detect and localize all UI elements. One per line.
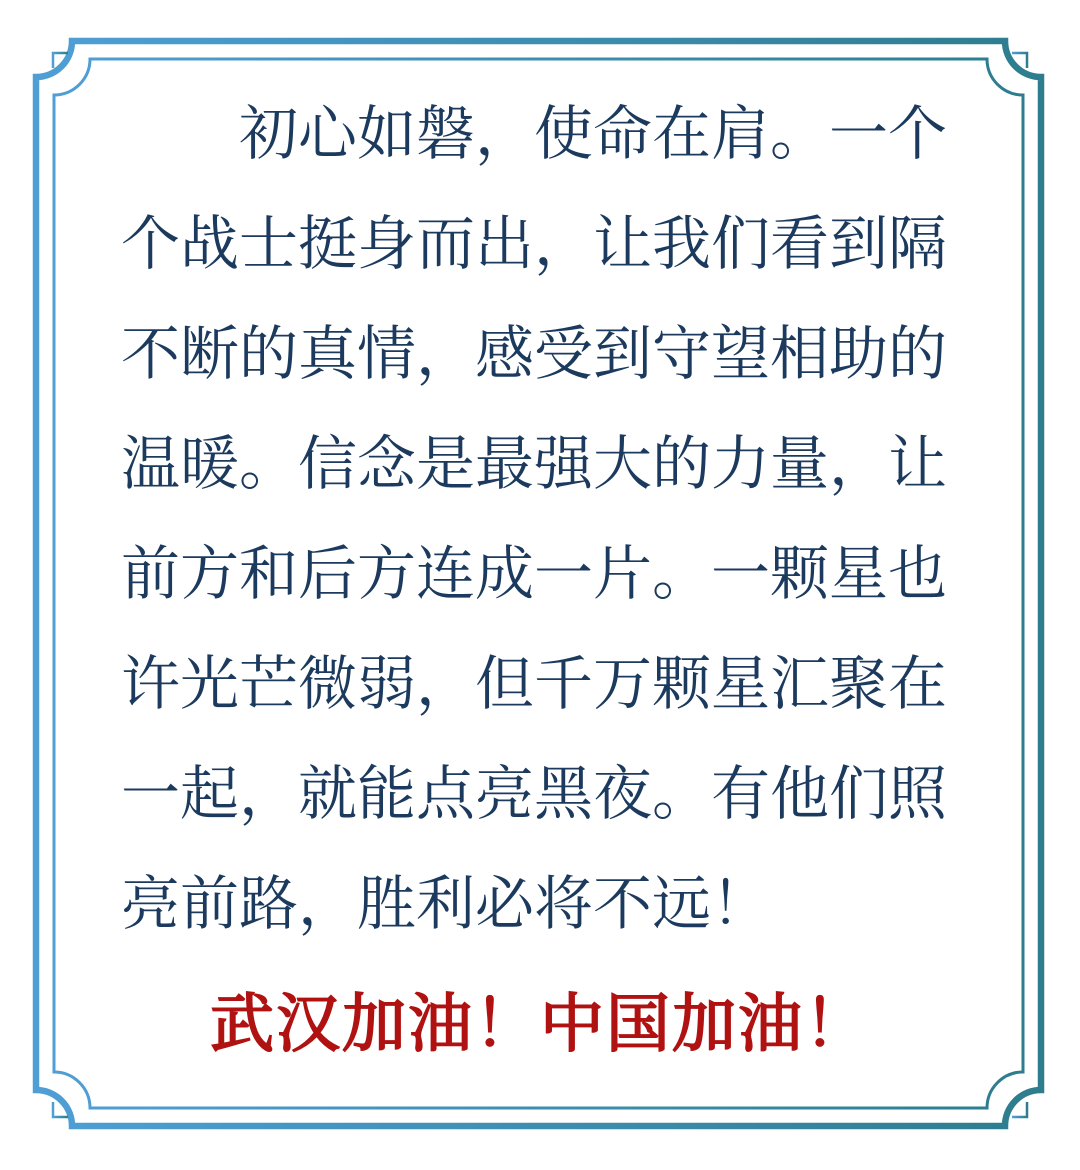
paragraph-line: 亮前路，胜利必将不远！ [121, 869, 771, 938]
paragraph-line: 不断的真情，感受到守望相助的 [121, 319, 948, 388]
paragraph-line: 个战士挺身而出，让我们看到隔 [121, 209, 948, 278]
corner-tab-top-left [53, 53, 68, 68]
body-text [121, 79, 948, 959]
paragraph-line: 一起，就能点亮黑夜。有他们照 [121, 759, 948, 828]
paragraph-line: 温暖。信念是最强大的力量，让 [121, 429, 948, 498]
slogan-text: 武汉加油！中国加油！ [210, 988, 870, 1062]
corner-tab-bottom-left [53, 1102, 68, 1117]
corner-tab-bottom-right [1012, 1102, 1027, 1117]
paragraph-line: 初心如磐，使命在肩。一个 [239, 99, 948, 168]
paragraph-line: 许光芒微弱，但千万颗星汇聚在 [121, 649, 948, 718]
corner-tab-top-right [1012, 53, 1027, 68]
paragraph-line: 前方和后方连成一片。一颗星也 [121, 539, 948, 608]
